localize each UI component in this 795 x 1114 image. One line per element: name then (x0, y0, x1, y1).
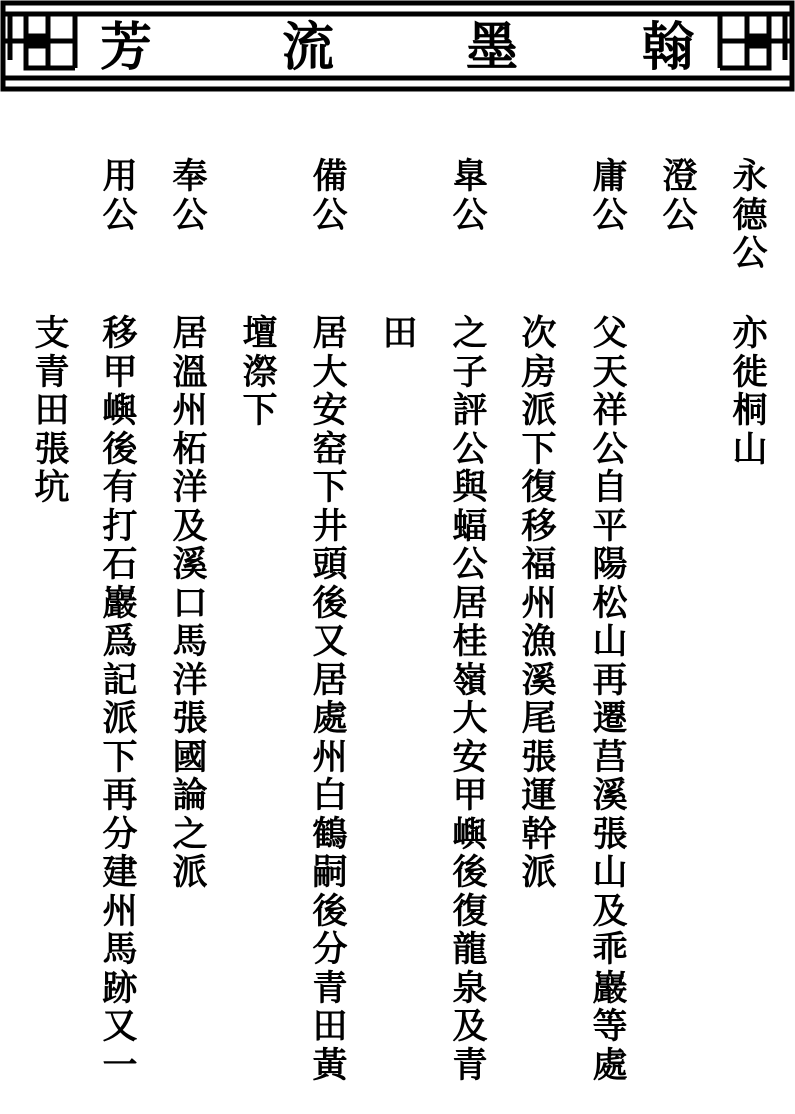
ancestor-name: 永德公 (732, 156, 768, 274)
column-text: 田 (382, 313, 418, 354)
ancestor-name: 臯公 (452, 156, 488, 236)
title-char: 流 (281, 17, 334, 78)
ancestor-name: 澄公 (662, 156, 698, 236)
ancestor-name: 奉公 (172, 156, 208, 236)
ancestor-name: 用公 (102, 156, 138, 236)
column-text: 居溫州柘洋及溪口馬洋張國論之派 (172, 313, 208, 893)
column-text: 移甲嶼後有打石巖爲記派下再分建州馬跡又一 (102, 313, 138, 1086)
column-text: 居大安窑下井頭後又居處州白鶴嗣後分青田黃 (312, 313, 348, 1086)
ancestor-name: 備公 (312, 156, 348, 236)
title-char: 芳 (99, 17, 152, 78)
ancestor-name: 庸公 (592, 156, 628, 236)
column-text: 支青田張坑 (34, 313, 70, 508)
title-char: 墨 (465, 17, 518, 78)
title-char: 翰 (641, 17, 694, 78)
column-text: 父天祥公自平陽松山再遷莒溪張山及乖巖等處 (592, 313, 628, 1086)
column-text: 亦徙桐山 (732, 313, 768, 470)
column-text: 之子評公與蝠公居桂嶺大安甲嶼後復龍泉及青 (452, 313, 488, 1086)
right-fret-ornament (720, 14, 792, 68)
column-text: 次房派下復移福州漁溪尾張運幹派 (521, 313, 557, 893)
header-banner (0, 0, 795, 95)
column-text: 壇漈下 (242, 313, 278, 431)
left-fret-ornament (3, 14, 75, 68)
